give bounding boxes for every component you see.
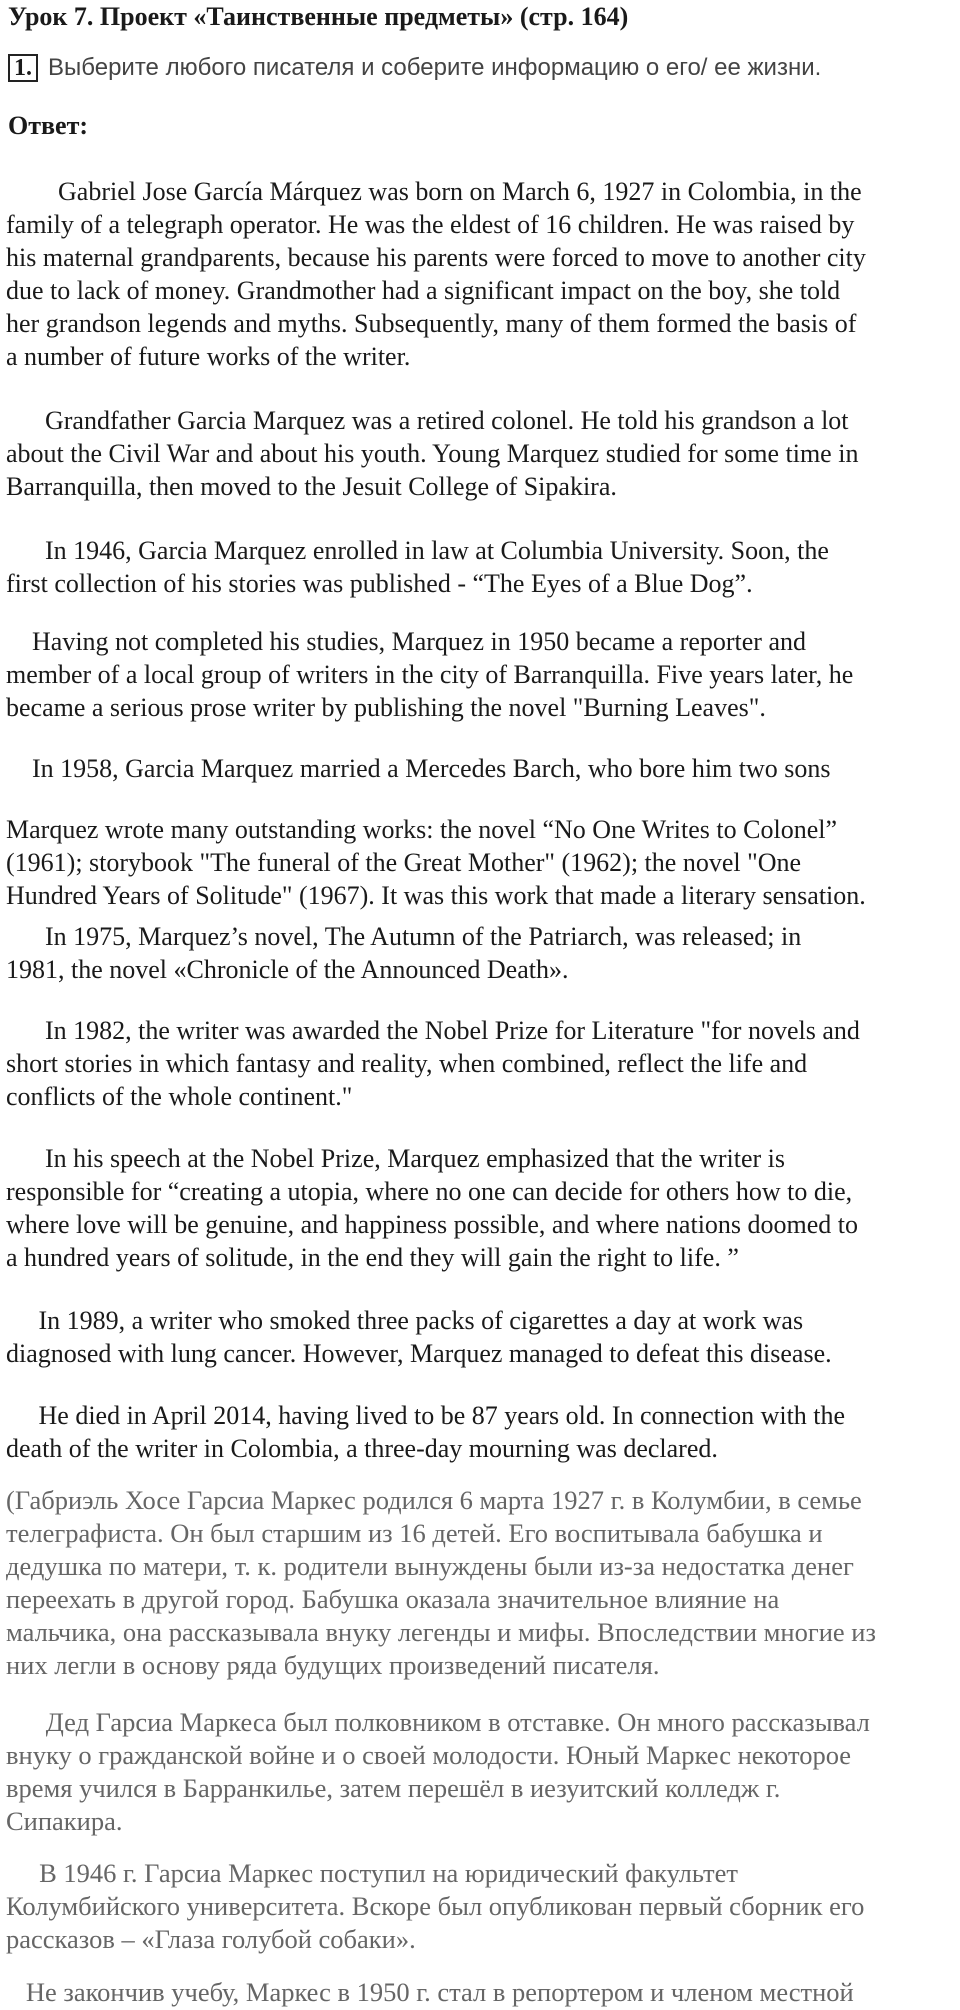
task-number-badge: 1.: [8, 54, 38, 82]
english-paragraph-4: Having not completed his studies, Marquez in 1950 became a reporter and member of a local group of writers in the city of Barranquilla. Five years later, he became a serious prose writer by publishing the novel "Burning Leaves".: [6, 627, 854, 722]
english-paragraph-10: In 1989, a writer who smoked three packs of cigarettes a day at work was diagnosed with lung cancer. However, Marquez managed to defeat this disease.: [6, 1306, 832, 1368]
russian-paragraph-3: В 1946 г. Гарсиа Маркес поступил на юридический факультет Колумбийского университета. Вскоре был опубликован первый сборник его рассказов – «Глаза голубой собаки».: [6, 1858, 865, 1954]
english-paragraph-3: In 1946, Garcia Marquez enrolled in law at Columbia University. Soon, the first collection of his stories was published - “The Eyes of a Blue Dog”.: [6, 536, 829, 598]
answer-label: Ответ:: [8, 111, 89, 140]
english-paragraph-2: Grandfather Garcia Marquez was a retired colonel. He told his grandson a lot about the Civil War and about his youth. Young Marquez studied for some time in Barranquilla, then moved to the Jesuit College of Sipakira.: [6, 406, 859, 501]
english-paragraph-8: In 1982, the writer was awarded the Nobel Prize for Literature "for novels and short stories in which fantasy and reality, when combined, reflect the life and conflicts of the whole continent.": [6, 1016, 860, 1111]
russian-paragraph-2: Дед Гарсиа Маркеса был полковником в отставке. Он много рассказывал внуку о гражданской войне и о своей молодости. Юный Маркес некоторое время учился в Барранкилье, затем перешёл в иезуитский колледж г. Сипакира.: [6, 1707, 870, 1836]
task-instruction: Выберите любого писателя и соберите информацию о его/ ее жизни.: [48, 54, 822, 81]
english-paragraph-5: In 1958, Garcia Marquez married a Mercedes Barch, who bore him two sons: [6, 754, 831, 783]
russian-paragraph-1: (Габриэль Хосе Гарсиа Маркес родился 6 марта 1927 г. в Колумбии, в семье телеграфиста. Он был старшим из 16 детей. Его воспитывала бабушка и дедушка по матери, т. к. родители вынуждены были из-за недостатка денег переехать в другой город. Бабушка оказала значительное влияние на мальчика, она рассказывала внуку легенды и мифы. Впоследствии многие из них легли в основу ряда будущих произведений писателя.: [6, 1485, 876, 1680]
english-paragraph-6: Marquez wrote many outstanding works: the novel “No One Writes to Colonel” (1961); storybook "The funeral of the Great Mother" (1962); the novel "One Hundred Years of Solitude" (1967). It was this work that made a literary sensation.: [6, 815, 866, 910]
lesson-title: Урок 7. Проект «Таинственные предметы» (стр. 164): [8, 2, 629, 31]
english-paragraph-11: He died in April 2014, having lived to be 87 years old. In connection with the death of the writer in Colombia, a three-day mourning was declared.: [6, 1401, 846, 1463]
english-paragraph-7: In 1975, Marquez’s novel, The Autumn of the Patriarch, was released; in 1981, the novel «Chronicle of the Announced Death».: [6, 922, 802, 984]
english-paragraph-9: In his speech at the Nobel Prize, Marquez emphasized that the writer is responsible for “creating a utopia, where no one can decide for others how to die, where love will be genuine, and happiness possible, and where nations doomed to a hundred years of solitude, in the end they will gain the right to life. ”: [6, 1144, 859, 1272]
task-row: [8, 53, 821, 83]
english-paragraph-1: Gabriel Jose García Márquez was born on March 6, 1927 in Colombia, in the family of a telegraph operator. He was the eldest of 16 children. He was raised by his maternal grandparents, because his parents were forced to move to another city due to lack of money. Grandmother had a significant impact on the boy, she told her grandson legends and myths. Subsequently, many of them formed the basis of a number of future works of the writer.: [6, 177, 866, 371]
russian-paragraph-4: Не закончив учебу, Маркес в 1950 г. стал в репортером и членом местной: [6, 1977, 854, 2007]
